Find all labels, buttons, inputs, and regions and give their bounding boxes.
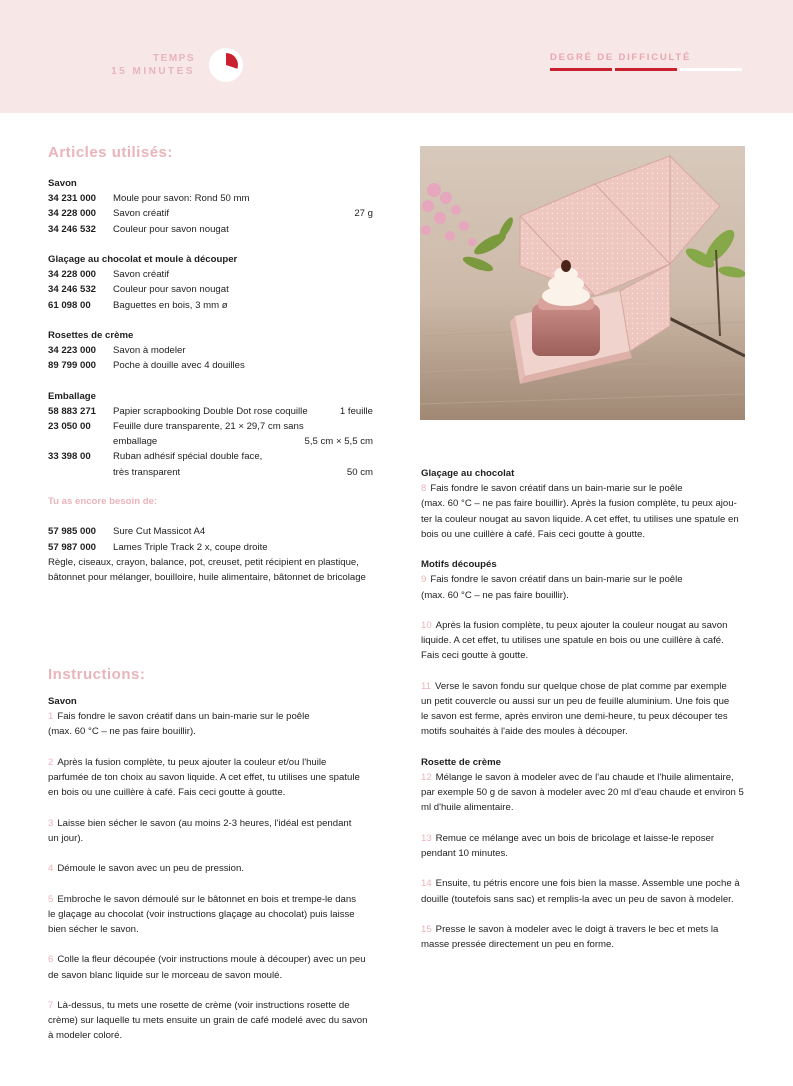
step-text: Fais fondre le savon créatif dans un bain-marie sur le poêle (57, 711, 310, 723)
step-line (421, 496, 751, 511)
step-text: en bois ou une cuillère à café. Fais ceci goutte à goutte. (48, 787, 286, 799)
step-text: motifs souhaités à l'aide des moules à découper. (421, 726, 628, 738)
time-label (111, 52, 195, 78)
difficulty-meter (550, 68, 744, 71)
article-desc: Ruban adhésif spécial double face, (113, 451, 263, 463)
step-line (48, 770, 388, 785)
step-text: liquide. A cet effet, tu utilises une spatule en bois ou une cuillère à café. (421, 635, 724, 647)
step-line (48, 709, 388, 724)
article-code: 89 799 000 (48, 360, 97, 372)
step-text: Après la fusion complète, tu peux ajouter la couleur nougat au savon (435, 619, 728, 631)
materials-list (48, 176, 373, 480)
step-text: ml d'huile alimentaire. (421, 802, 514, 814)
extra-materials (48, 494, 388, 585)
group-heading: Rosettes de crème (48, 329, 134, 341)
article-qty: 50 cm (346, 466, 373, 478)
extra-text-2: bâtonnet pour mélanger, bouilloire, huile alimentaire, bâtonnet de bricolage (48, 571, 366, 583)
step-line (48, 922, 388, 937)
material-row (48, 267, 373, 282)
difficulty-label: DEGRÉ DE DIFFICULTÉ (550, 52, 692, 63)
article-code: 34 223 000 (48, 345, 97, 357)
extra-row (48, 524, 388, 539)
step-line (48, 892, 388, 907)
article-code: 33 398 00 (48, 451, 91, 463)
material-row (48, 343, 373, 358)
step-text: le savon est ferme, après environ une demi-heure, tu peux découper tes (421, 711, 728, 723)
step-line (421, 724, 751, 739)
step-line (48, 907, 388, 922)
step-text: bien sécher le savon. (48, 923, 139, 935)
article-desc: Sure Cut Massicot A4 (113, 526, 206, 538)
materials-title: Articles utilisés: (48, 144, 173, 161)
material-row (48, 465, 373, 480)
step-text: Remue ce mélange avec un bois de bricolage et laisse-le reposer (435, 832, 715, 844)
article-code: 57 987 000 (48, 541, 97, 553)
step-line (421, 572, 751, 587)
step-text: (max. 60 °C – ne pas faire bouillir). (48, 726, 196, 738)
instructions-title: Instructions: (48, 666, 146, 683)
step-text: crème) sur laquelle tu mets ensuite un grain de café modelé avec du savon (48, 1015, 368, 1027)
savon-heading: Savon (48, 696, 77, 707)
step-line (421, 785, 751, 800)
article-code: 23 050 00 (48, 421, 91, 432)
article-desc: Lames Triple Track 2 x, coupe droite (113, 541, 268, 553)
step-text: Colle la fleur découpée (voir instructions moule à découper) avec un peu (57, 954, 366, 966)
material-row (48, 358, 373, 373)
article-desc: Moule pour savon: Rond 50 mm (113, 193, 250, 205)
step-text: (max. 60 °C – ne pas faire bouillir). Après la fusion complète, tu peux ajou- (421, 498, 737, 510)
material-row (48, 206, 373, 221)
article-desc: Baguettes en bois, 3 mm ø (113, 299, 228, 311)
step-text: Ensuite, tu pétris encore une fois bien la masse. Assemble une poche à (435, 878, 740, 890)
step-text: Fais fondre le savon créatif dans un bain-marie sur le poêle (430, 574, 683, 586)
step-line (421, 770, 751, 785)
step-line (421, 846, 751, 861)
step-text: le glaçage au chocolat (voir instructions glaçage au chocolat) puis laisse (48, 908, 355, 920)
step-number: 8 (421, 483, 427, 495)
step-text: masse pressée directement un peu en forme. (421, 939, 615, 951)
material-row (48, 298, 373, 313)
material-row (48, 222, 373, 237)
step-text: douille (toutefois sans sac) et remplis-la avec un peu de savon à modeler. (421, 893, 734, 905)
article-desc: Couleur pour savon nougat (113, 223, 229, 235)
material-row (48, 404, 373, 419)
step-line (421, 937, 751, 952)
time-value: 15 MINUTES (111, 66, 195, 77)
instructions-right (421, 466, 751, 952)
step-line (48, 1028, 388, 1043)
step-number: 4 (48, 863, 54, 875)
step-text: Démoule le savon avec un peu de pression. (57, 863, 245, 875)
article-code: 34 246 532 (48, 284, 97, 296)
article-qty: 27 g (354, 208, 373, 220)
step-number: 11 (421, 680, 431, 692)
step-line (48, 998, 388, 1013)
header-band (0, 0, 793, 113)
step-number: 12 (421, 771, 432, 783)
extra-row (48, 540, 388, 555)
step-number: 7 (48, 999, 54, 1011)
article-code: 34 228 000 (48, 269, 97, 281)
step-line (421, 648, 751, 663)
article-code: 34 228 000 (48, 208, 97, 220)
article-desc: Couleur pour savon nougat (113, 284, 229, 296)
step-line (48, 724, 388, 739)
step-text: pendant 10 minutes. (421, 847, 508, 859)
step-line (421, 633, 751, 648)
article-desc: Poche à douille avec 4 douilles (113, 360, 245, 372)
article-qty: 5,5 cm × 5,5 cm (304, 436, 373, 448)
difficulty-bar-2 (615, 68, 677, 71)
article-qty: 1 feuille (339, 405, 373, 417)
article-desc: Savon créatif (113, 269, 169, 281)
article-code: 61 098 00 (48, 299, 91, 311)
subsection-heading: Motifs découpés (421, 559, 497, 571)
step-line (421, 922, 751, 937)
step-text: à modeler coloré. (48, 1030, 123, 1042)
step-line (421, 831, 751, 846)
step-text: bois ou une cuillère à café. Fais ceci goutte à goutte. (421, 528, 645, 540)
material-row (48, 191, 373, 206)
step-text: de savon blanc liquide sur le morceau de savon moulé. (48, 969, 283, 981)
step-text: Presse le savon à modeler avec le doigt à travers le bec et mets la (435, 923, 719, 935)
group-heading: Emballage (48, 390, 96, 402)
step-line (48, 1013, 388, 1028)
step-number: 3 (48, 817, 54, 829)
step-number: 6 (48, 954, 54, 966)
step-line (421, 892, 751, 907)
article-code: 57 985 000 (48, 526, 97, 538)
article-desc: Savon créatif (113, 208, 169, 220)
article-desc: Savon à modeler (113, 345, 186, 357)
difficulty-bar-1 (550, 68, 612, 71)
clock-icon (209, 48, 243, 82)
extra-heading: Tu as encore besoin de: (48, 496, 158, 507)
step-text: Verse le savon fondu sur quelque chose de plat comme par exemple (434, 680, 727, 692)
step-line (421, 512, 751, 527)
step-number: 15 (421, 923, 432, 935)
step-text: Mélange le savon à modeler avec de l'au chaude et l'huile alimentaire, (435, 771, 734, 783)
subsection-heading: Rosette de crème (421, 756, 501, 768)
extra-text-1: Règle, ciseaux, crayon, balance, pot, creuset, petit récipient en plastique, (48, 556, 359, 568)
step-text: parfumée de ton choix au savon liquide. A cet effet, tu utilises une spatule (48, 771, 360, 783)
time-caption: TEMPS (153, 53, 195, 64)
step-line (421, 876, 751, 891)
material-row (48, 434, 373, 449)
article-code: 34 231 000 (48, 193, 97, 205)
step-line (421, 694, 751, 709)
step-text: Embroche le savon démoulé sur le bâtonnet en bois et trempe-le dans (57, 893, 356, 905)
step-line (48, 755, 388, 770)
article-desc: très transparent (113, 466, 181, 478)
group-heading: Glaçage au chocolat et moule à découper (48, 253, 238, 265)
step-text: Fais fondre le savon créatif dans un bain-marie sur le poêle (430, 483, 683, 495)
step-line (48, 968, 388, 983)
group-heading: Savon (48, 178, 77, 189)
step-text: un petit couvercle ou aussi sur un peu de feuille aluminium. Une fois que (421, 695, 730, 707)
step-line (421, 527, 751, 542)
step-line (48, 785, 388, 800)
step-text: par exemple 50 g de savon à modeler avec 20 ml d'eau chaude et environ 5 (421, 787, 744, 799)
step-number: 2 (48, 756, 54, 768)
article-desc: Papier scrapbooking Double Dot rose coquille (113, 405, 308, 417)
step-text: Laisse bien sécher le savon (au moins 2-3 heures, l'idéal est pendant (57, 817, 352, 829)
step-line (48, 816, 388, 831)
product-photo (420, 146, 745, 420)
step-line (48, 831, 388, 846)
step-number: 5 (48, 893, 54, 905)
material-row (48, 449, 373, 464)
step-text: ter la couleur nougat au savon liquide. A cet effet, tu utilises une spatule en (421, 513, 739, 525)
instructions-left (48, 694, 388, 1044)
step-line (48, 952, 388, 967)
step-text: Là-dessus, tu mets une rosette de crème (voir instructions rosette de (57, 999, 350, 1011)
article-code: 34 246 532 (48, 223, 97, 235)
article-code: 58 883 271 (48, 405, 97, 417)
subsection-heading: Glaçage au chocolat (421, 468, 515, 479)
step-number: 14 (421, 878, 432, 890)
step-line (421, 618, 751, 633)
article-desc: emballage (113, 436, 158, 448)
step-number: 13 (421, 832, 432, 844)
step-text: un jour). (48, 832, 84, 844)
material-row (48, 282, 373, 297)
step-number: 9 (421, 574, 427, 586)
article-desc: Feuille dure transparente, 21 × 29,7 cm sans (113, 421, 304, 432)
step-number: 10 (421, 619, 432, 631)
step-line (48, 861, 388, 876)
difficulty-bar-3 (680, 68, 742, 71)
step-line (421, 588, 751, 603)
step-text: Après la fusion complète, tu peux ajouter la couleur et/ou l'huile (57, 756, 327, 768)
step-line (421, 800, 751, 815)
step-line (421, 709, 751, 724)
step-text: (max. 60 °C – ne pas faire bouillir). (421, 589, 569, 601)
step-number: 1 (48, 711, 54, 723)
step-line (421, 481, 751, 496)
step-line (421, 679, 751, 694)
material-row (48, 419, 373, 434)
step-text: Fais ceci goutte à goutte. (421, 650, 529, 662)
